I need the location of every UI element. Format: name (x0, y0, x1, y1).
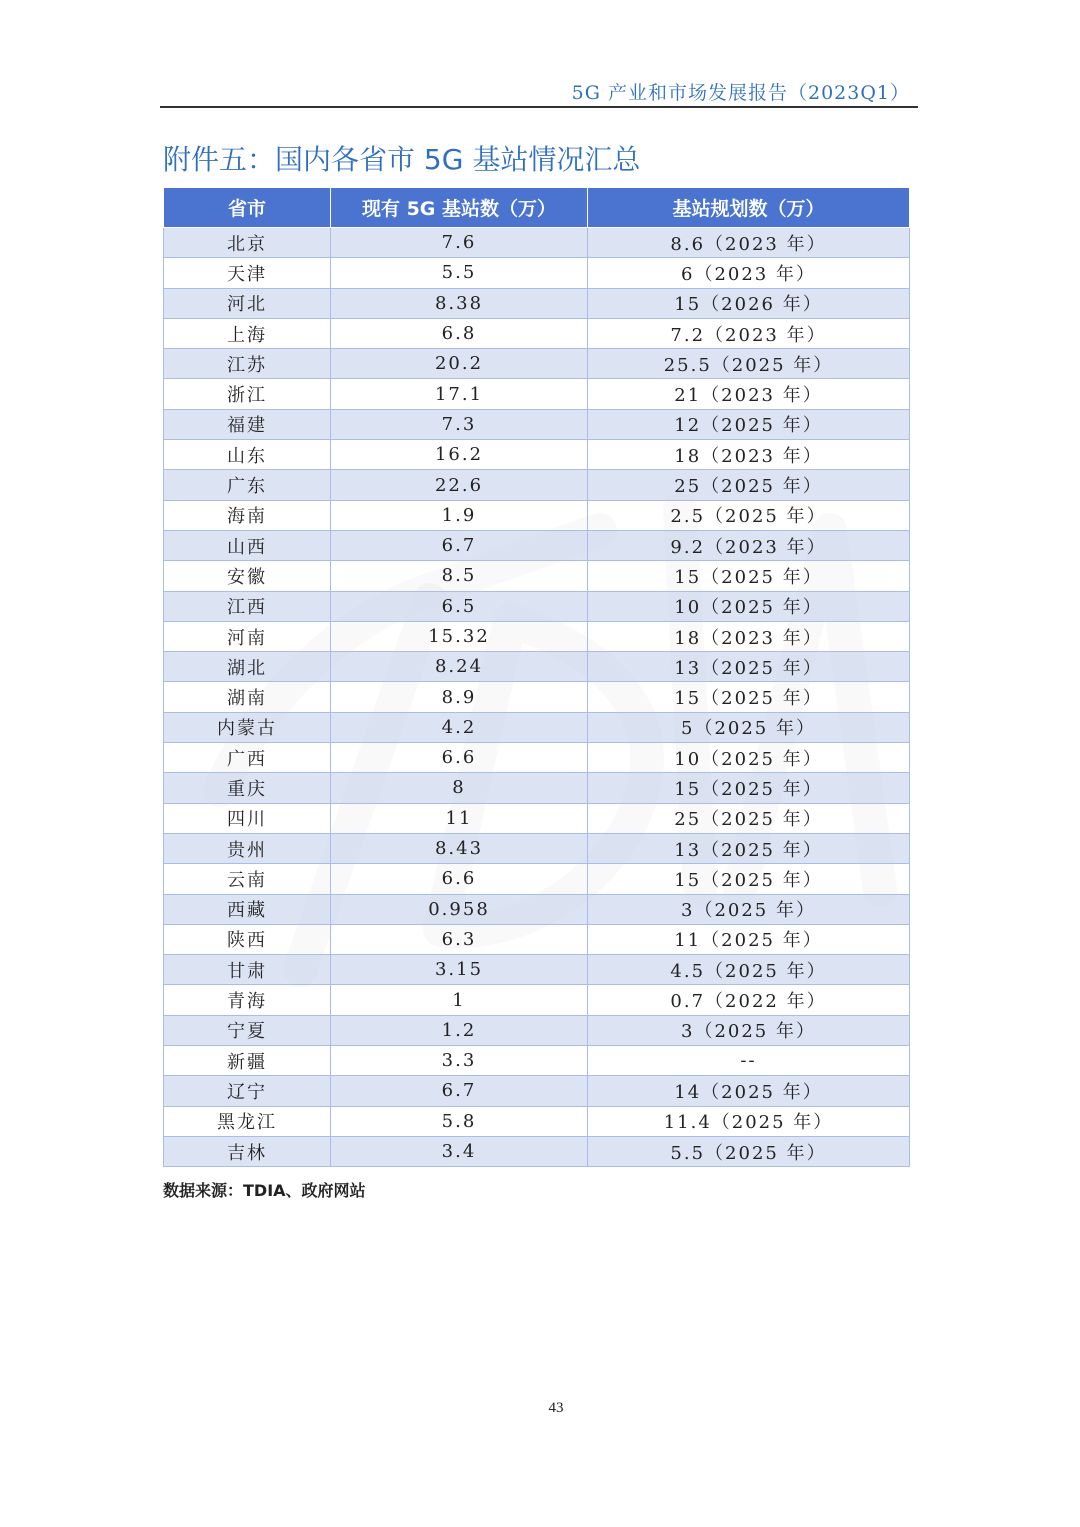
cell-planned-stations: 3（2025 年） (588, 1015, 910, 1045)
cell-province: 宁夏 (164, 1015, 331, 1045)
table-row (164, 652, 910, 682)
table-row (164, 1076, 910, 1106)
cell-province: 安徽 (164, 561, 331, 591)
column-header-planned-stations: 基站规划数（万） (588, 188, 910, 228)
table-row (164, 561, 910, 591)
cell-planned-stations: 8.6（2023 年） (588, 228, 910, 258)
cell-current-stations: 3.15 (331, 955, 588, 985)
cell-province: 福建 (164, 409, 331, 439)
cell-planned-stations: 18（2023 年） (588, 621, 910, 651)
cell-planned-stations: 25.5（2025 年） (588, 349, 910, 379)
table-row (164, 924, 910, 954)
table-row (164, 1046, 910, 1076)
cell-province: 河南 (164, 621, 331, 651)
table-row (164, 470, 910, 500)
cell-province: 天津 (164, 258, 331, 288)
cell-province: 湖南 (164, 682, 331, 712)
table-row (164, 318, 910, 348)
cell-planned-stations: 15（2025 年） (588, 682, 910, 712)
cell-current-stations: 3.3 (331, 1046, 588, 1076)
table-row (164, 864, 910, 894)
cell-planned-stations: 0.7（2022 年） (588, 985, 910, 1015)
data-source-note: 数据来源：TDIA、政府网站 (163, 1181, 366, 1200)
cell-current-stations: 8.5 (331, 561, 588, 591)
cell-current-stations: 8.24 (331, 652, 588, 682)
appendix-heading: 附件五：国内各省市 5G 基站情况汇总 (163, 143, 641, 176)
cell-province: 吉林 (164, 1136, 331, 1166)
table-row (164, 379, 910, 409)
table-row (164, 440, 910, 470)
cell-province: 山东 (164, 440, 331, 470)
table-row (164, 530, 910, 560)
cell-planned-stations: 4.5（2025 年） (588, 955, 910, 985)
cell-current-stations: 4.2 (331, 712, 588, 742)
cell-current-stations: 20.2 (331, 349, 588, 379)
column-header-current-stations: 现有 5G 基站数（万） (331, 188, 588, 228)
cell-province: 江西 (164, 591, 331, 621)
cell-current-stations: 8.9 (331, 682, 588, 712)
table-row (164, 712, 910, 742)
cell-province: 上海 (164, 318, 331, 348)
cell-current-stations: 5.8 (331, 1106, 588, 1136)
cell-planned-stations: 2.5（2025 年） (588, 500, 910, 530)
cell-province: 陕西 (164, 924, 331, 954)
table-row (164, 803, 910, 833)
cell-planned-stations: 15（2025 年） (588, 561, 910, 591)
cell-current-stations: 17.1 (331, 379, 588, 409)
table-row (164, 1136, 910, 1166)
cell-current-stations: 6.7 (331, 1076, 588, 1106)
cell-planned-stations: 25（2025 年） (588, 470, 910, 500)
cell-current-stations: 15.32 (331, 621, 588, 651)
cell-current-stations: 7.6 (331, 228, 588, 258)
cell-province: 广东 (164, 470, 331, 500)
cell-current-stations: 6.5 (331, 591, 588, 621)
cell-current-stations: 5.5 (331, 258, 588, 288)
cell-current-stations: 8.43 (331, 833, 588, 863)
page-number: 43 (548, 1400, 564, 1416)
table-row (164, 773, 910, 803)
cell-planned-stations: 11（2025 年） (588, 924, 910, 954)
cell-current-stations: 22.6 (331, 470, 588, 500)
cell-province: 新疆 (164, 1046, 331, 1076)
cell-planned-stations: 25（2025 年） (588, 803, 910, 833)
cell-planned-stations: 5.5（2025 年） (588, 1136, 910, 1166)
cell-current-stations: 8.38 (331, 288, 588, 318)
cell-planned-stations: 5（2025 年） (588, 712, 910, 742)
cell-planned-stations: 13（2025 年） (588, 652, 910, 682)
cell-province: 甘肃 (164, 955, 331, 985)
cell-current-stations: 1 (331, 985, 588, 1015)
cell-current-stations: 3.4 (331, 1136, 588, 1166)
cell-province: 广西 (164, 743, 331, 773)
table-row (164, 985, 910, 1015)
cell-province: 四川 (164, 803, 331, 833)
cell-planned-stations: 3（2025 年） (588, 894, 910, 924)
table-row (164, 591, 910, 621)
cell-province: 内蒙古 (164, 712, 331, 742)
cell-planned-stations: 21（2023 年） (588, 379, 910, 409)
cell-current-stations: 6.6 (331, 864, 588, 894)
cell-current-stations: 6.3 (331, 924, 588, 954)
cell-province: 北京 (164, 228, 331, 258)
cell-planned-stations: 15（2026 年） (588, 288, 910, 318)
cell-planned-stations: 18（2023 年） (588, 440, 910, 470)
table-row (164, 288, 910, 318)
base-station-table (163, 187, 910, 1167)
column-header-province: 省市 (164, 188, 331, 228)
cell-current-stations: 8 (331, 773, 588, 803)
table-row (164, 833, 910, 863)
table-row (164, 349, 910, 379)
cell-current-stations: 7.3 (331, 409, 588, 439)
cell-current-stations: 1.2 (331, 1015, 588, 1045)
table-row (164, 682, 910, 712)
table-body (164, 228, 910, 1167)
cell-province: 山西 (164, 530, 331, 560)
cell-planned-stations: 11.4（2025 年） (588, 1106, 910, 1136)
cell-current-stations: 11 (331, 803, 588, 833)
table-row (164, 955, 910, 985)
cell-province: 重庆 (164, 773, 331, 803)
cell-current-stations: 16.2 (331, 440, 588, 470)
table-row (164, 1015, 910, 1045)
table-header-row (164, 188, 910, 228)
table-row (164, 409, 910, 439)
cell-current-stations: 1.9 (331, 500, 588, 530)
cell-province: 湖北 (164, 652, 331, 682)
cell-planned-stations: 14（2025 年） (588, 1076, 910, 1106)
cell-province: 辽宁 (164, 1076, 331, 1106)
cell-planned-stations: 7.2（2023 年） (588, 318, 910, 348)
cell-province: 云南 (164, 864, 331, 894)
cell-province: 海南 (164, 500, 331, 530)
cell-current-stations: 6.8 (331, 318, 588, 348)
cell-province: 河北 (164, 288, 331, 318)
cell-planned-stations: 9.2（2023 年） (588, 530, 910, 560)
table-row (164, 621, 910, 651)
cell-current-stations: 0.958 (331, 894, 588, 924)
cell-planned-stations: -- (588, 1046, 910, 1076)
cell-province: 江苏 (164, 349, 331, 379)
cell-province: 西藏 (164, 894, 331, 924)
cell-planned-stations: 10（2025 年） (588, 591, 910, 621)
cell-planned-stations: 13（2025 年） (588, 833, 910, 863)
cell-province: 黑龙江 (164, 1106, 331, 1136)
table-row (164, 743, 910, 773)
table-row (164, 894, 910, 924)
cell-planned-stations: 15（2025 年） (588, 864, 910, 894)
table-row (164, 258, 910, 288)
cell-province: 浙江 (164, 379, 331, 409)
cell-current-stations: 6.7 (331, 530, 588, 560)
table-row (164, 500, 910, 530)
cell-province: 青海 (164, 985, 331, 1015)
table-row (164, 1106, 910, 1136)
table-row (164, 228, 910, 258)
report-header-title: 5G 产业和市场发展报告（2023Q1） (571, 82, 910, 104)
cell-planned-stations: 12（2025 年） (588, 409, 910, 439)
cell-current-stations: 6.6 (331, 743, 588, 773)
cell-planned-stations: 6（2023 年） (588, 258, 910, 288)
cell-planned-stations: 15（2025 年） (588, 773, 910, 803)
cell-province: 贵州 (164, 833, 331, 863)
cell-planned-stations: 10（2025 年） (588, 743, 910, 773)
header-divider (160, 106, 918, 108)
